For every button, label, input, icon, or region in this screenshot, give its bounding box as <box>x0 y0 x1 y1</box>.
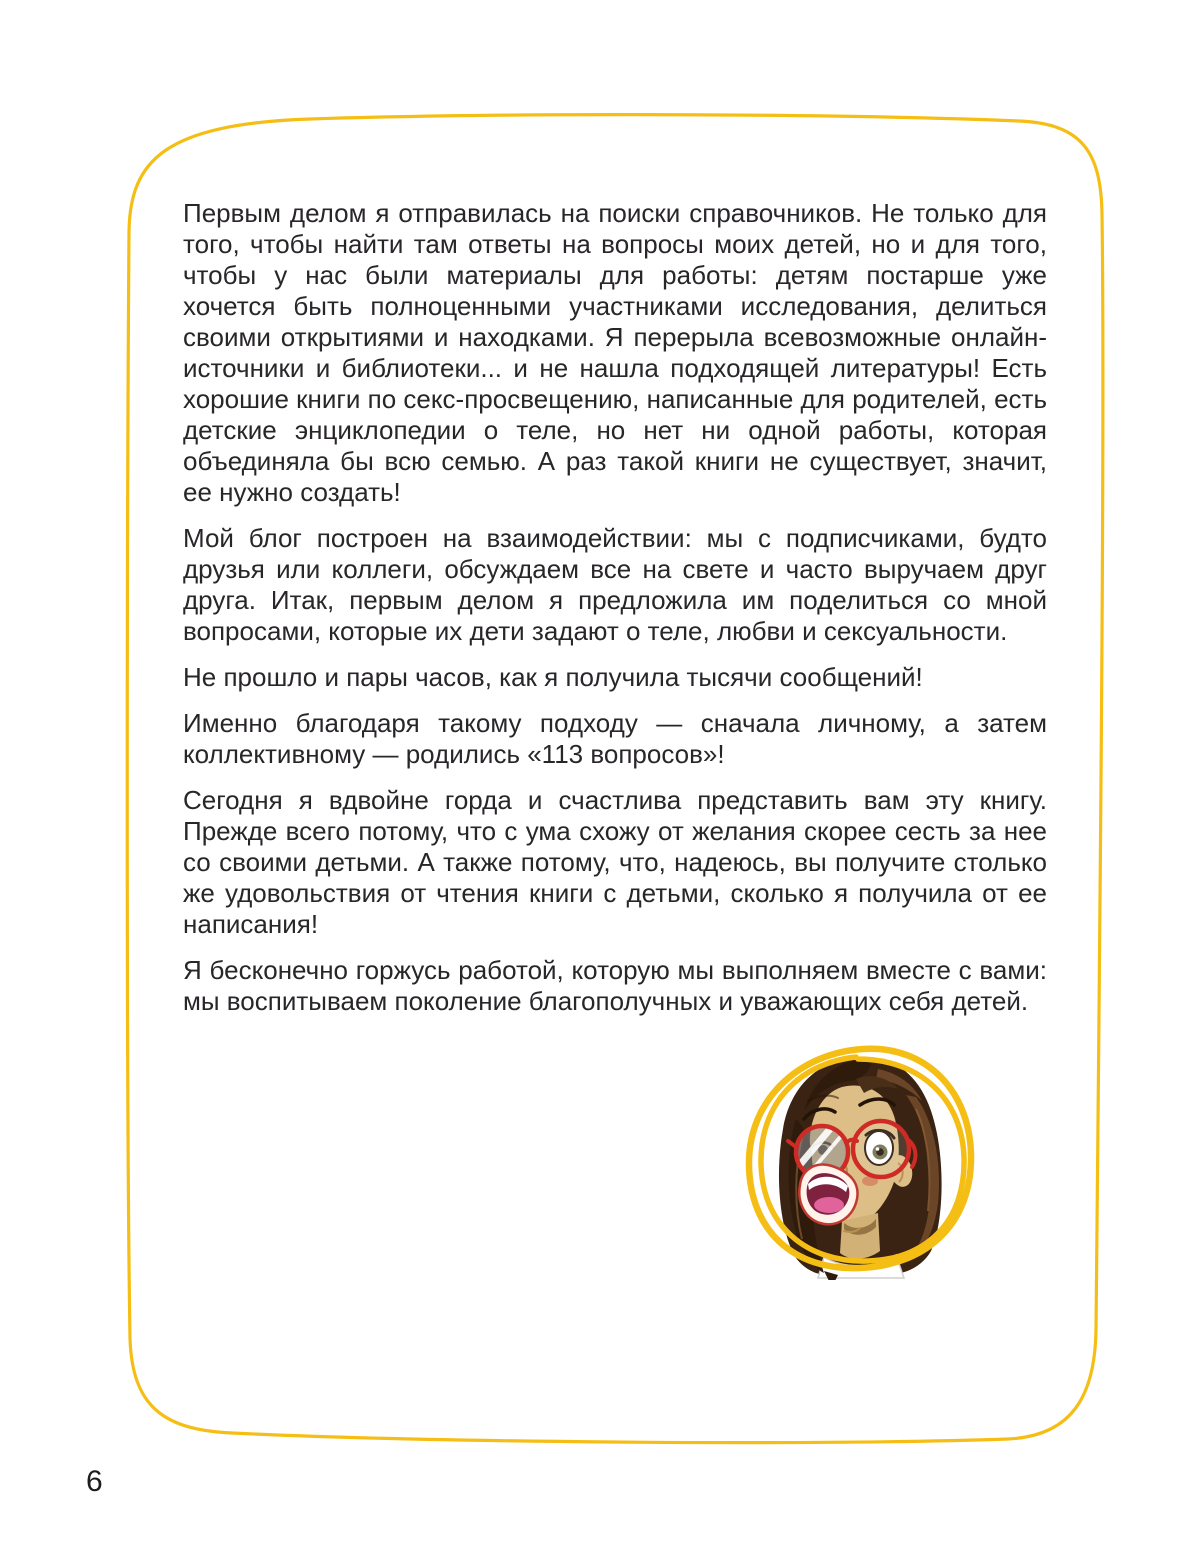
paragraph: Я бесконечно горжусь работой, которую мы выполняем вместе с вами: мы воспитываем поколение благополучных и уважающих себя детей. <box>183 955 1047 1016</box>
paragraph: Сегодня я вдвойне горда и счастлива представить вам эту книгу. Прежде всего потому, что с ума схожу от желания скорее сесть за нее со своими детьми. А также потому, что, надеюсь, вы получите столько же удовольствия от чтения книги с детьми, сколько я получила от ее написания! <box>183 785 1047 939</box>
body-text <box>183 198 1047 1032</box>
page-number: 6 <box>86 1465 103 1498</box>
author-portrait-illustration <box>738 1035 988 1280</box>
paragraph: Первым делом я отправилась на поиски справочников. Не только для того, чтобы найти там ответы на вопросы моих детей, но и для того, чтобы у нас были материалы для работы: детям постарше уже хочется быть полноценными участниками исследования, делиться своими открытиями и находками. Я перерыла всевозможные онлайн-источники и библиотеки... и не нашла подходящей литературы! Есть хорошие книги по секс-просвещению, написанные для родителей, есть детские энциклопедии о теле, но нет ни одной работы, которая объединяла бы всю семью. А раз такой книги не существует, значит, ее нужно создать! <box>183 198 1047 507</box>
paragraph: Именно благодаря такому подходу — сначала личному, а затем коллективному — родились «113 вопросов»! <box>183 708 1047 769</box>
paragraph: Не прошло и пары часов, как я получила тысячи сообщений! <box>183 662 923 692</box>
paragraph: Мой блог построен на взаимодействии: мы с подписчиками, будто друзья или коллеги, обсуждаем все на свете и часто выручаем друг друга. Итак, первым делом я предложила им поделиться со мной вопросами, которые их дети задают о теле, любви и сексуальности. <box>183 523 1047 646</box>
